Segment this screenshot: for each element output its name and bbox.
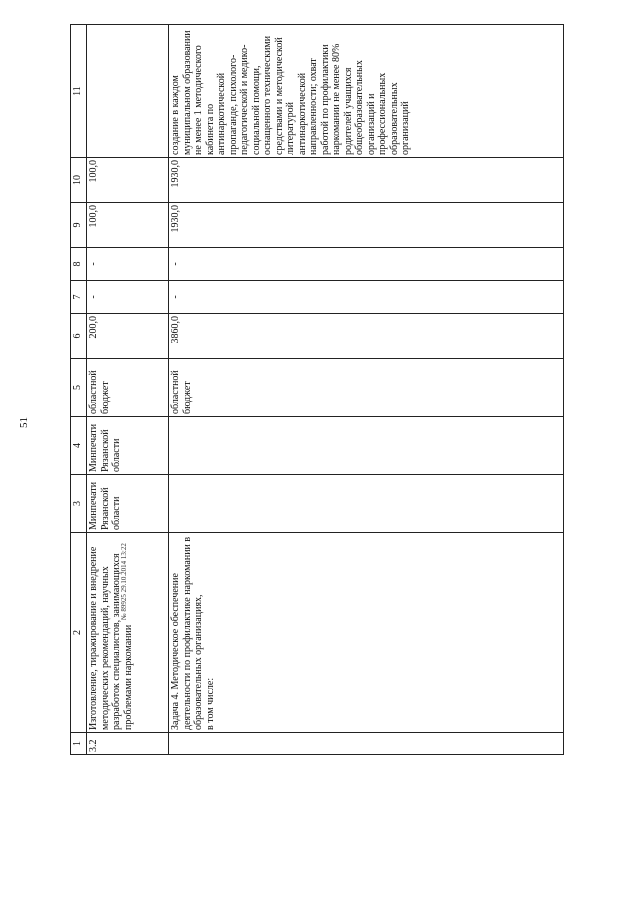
total-amount: 200,0 xyxy=(87,314,169,359)
row-number xyxy=(169,733,564,755)
year-value: - xyxy=(169,248,564,281)
header-cell: 8 xyxy=(71,248,87,281)
program-table xyxy=(70,25,580,755)
header-cell: 4 xyxy=(71,417,87,475)
header-cell: 1 xyxy=(71,733,87,755)
header-cell: 3 xyxy=(71,475,87,533)
total-amount: 3860,0 xyxy=(169,314,564,359)
recipient: Минпечати Рязанской области xyxy=(87,417,169,475)
recipient xyxy=(169,417,564,475)
header-cell: 10 xyxy=(71,158,87,203)
header-cell: 11 xyxy=(71,25,87,158)
expected-result xyxy=(87,25,169,158)
year-value: - xyxy=(87,281,169,314)
funding-source: областной бюджет xyxy=(169,359,564,417)
header-cell: 7 xyxy=(71,281,87,314)
page-number: 51 xyxy=(18,417,30,428)
expected-result: создание в каждом муниципальном образовании не менее 1 методического кабинета по антинаркотической пропаганде, психолого-педагогической и медико-социальной помощи, оснащенного техническими средствами и методической литературой антинаркотической направленности; охват работой по профилактики наркомании не менее 80% родителей учащихся общеобразовательных организаций и профессиональных образовательных организаций xyxy=(169,25,564,158)
year-value: 100,0 xyxy=(87,158,169,203)
year-value: 100,0 xyxy=(87,203,169,248)
year-value: - xyxy=(87,248,169,281)
year-value: 1930,0 xyxy=(169,203,564,248)
header-row xyxy=(71,25,87,755)
year-value: 1930,0 xyxy=(169,158,564,203)
year-value: - xyxy=(169,281,564,314)
executor xyxy=(169,475,564,533)
document-footer: № 89925 29.10.2014 13:22 xyxy=(120,543,128,620)
table-row xyxy=(87,25,169,755)
row-number: 3.2 xyxy=(87,733,169,755)
measure-name: Задача 4. Методическое обеспечение деятельности по профилактике наркомании в образовательных организациях, в том числе: xyxy=(169,533,564,733)
funding-source: областной бюджет xyxy=(87,359,169,417)
measure-name: Изготовление, тиражирование и внедрение методических рекомендаций, научных разработок специалистов, занимающихся проблемами наркомании xyxy=(87,533,169,733)
header-cell: 6 xyxy=(71,314,87,359)
executor: Минпечати Рязанской области xyxy=(87,475,169,533)
table-row xyxy=(169,25,564,755)
header-cell: 9 xyxy=(71,203,87,248)
header-cell: 2 xyxy=(71,533,87,733)
header-cell: 5 xyxy=(71,359,87,417)
